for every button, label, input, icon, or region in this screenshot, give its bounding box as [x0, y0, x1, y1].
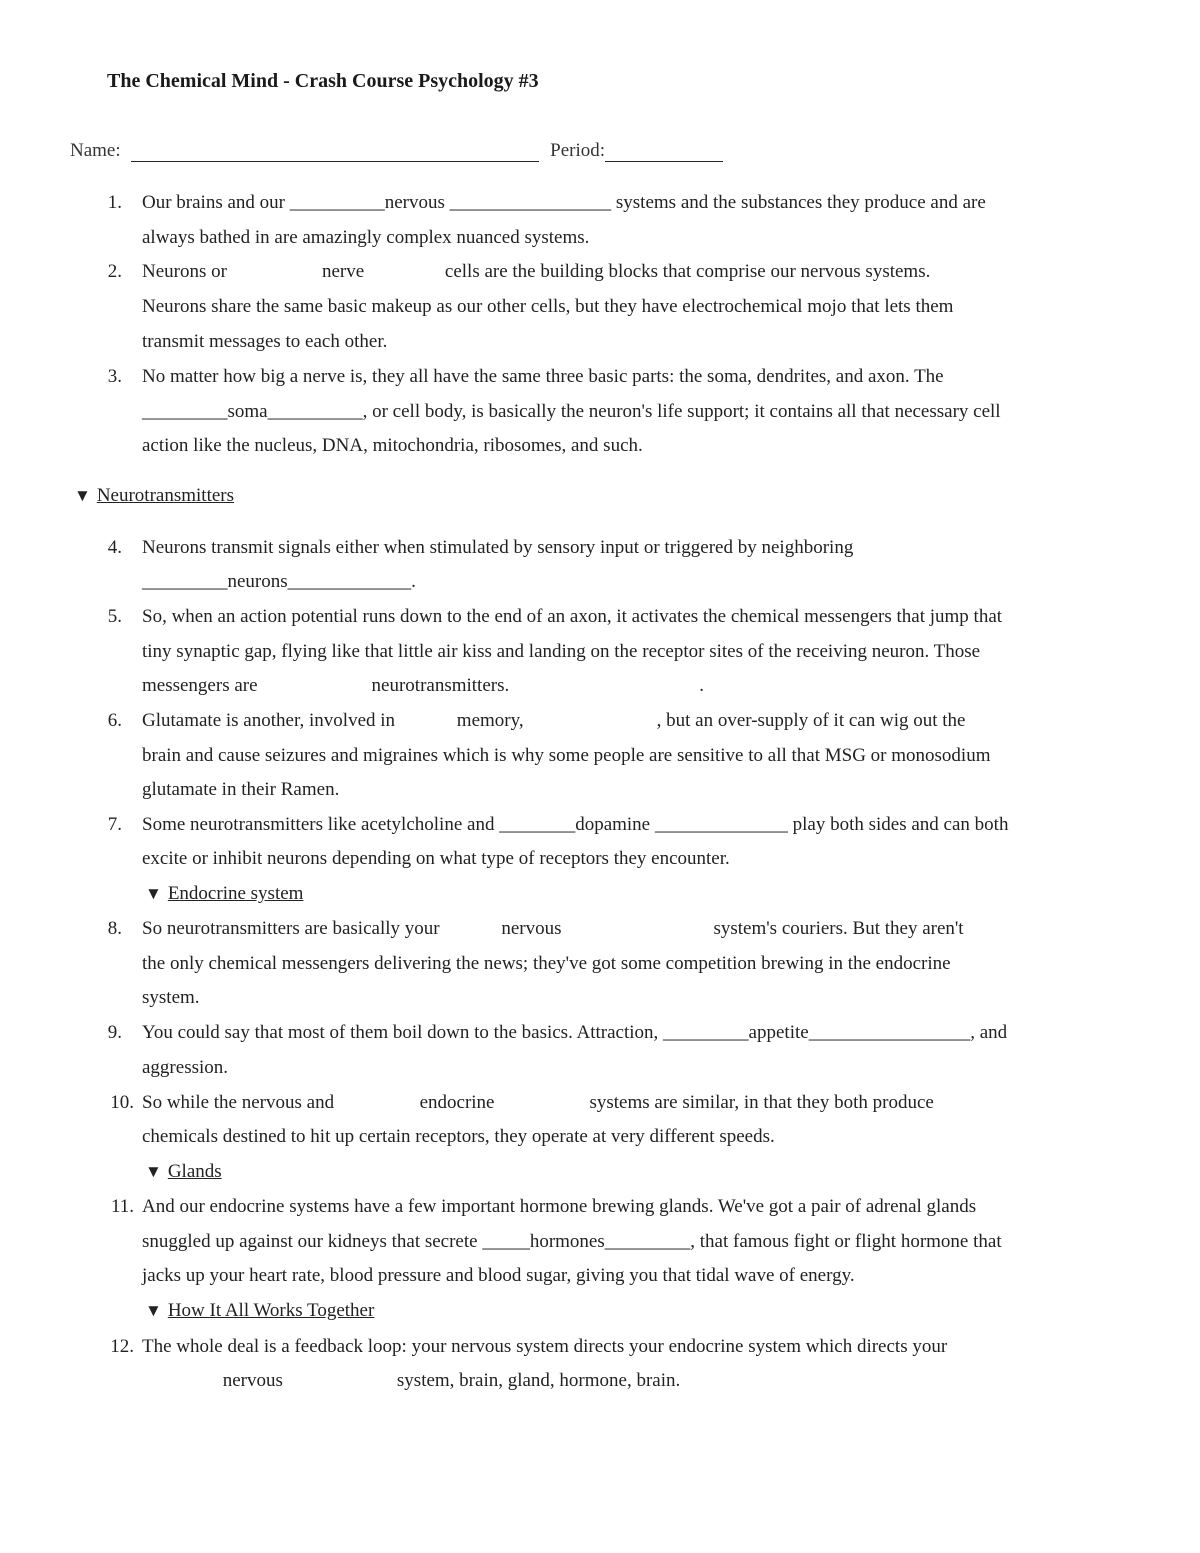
name-period-row: [70, 140, 723, 162]
name-label: Name:: [70, 140, 121, 161]
item-number: 2.: [107, 261, 122, 282]
item-line: So while the nervous and endocrine systems are similar, in that they both produce: [142, 1092, 934, 1113]
item-line: jacks up your heart rate, blood pressure and blood sugar, giving you that tidal wave of energy.: [142, 1265, 855, 1286]
item-line: the only chemical messengers delivering the news; they've got some competition brewing in the endocrine: [142, 953, 951, 974]
item-line: tiny synaptic gap, flying like that little air kiss and landing on the receptor sites of the receiving neuron. Those: [142, 641, 981, 662]
section-heading-how-it-all-works-together[interactable]: [145, 1300, 374, 1322]
item-line: The whole deal is a feedback loop: your nervous system directs your endocrine system which directs your: [142, 1336, 948, 1357]
section-heading-glands[interactable]: [145, 1161, 222, 1183]
item-line: glutamate in their Ramen.: [142, 779, 340, 800]
collapse-triangle-icon[interactable]: ▼: [145, 1301, 162, 1320]
item-line: And our endocrine systems have a few important hormone brewing glands. We've got a pair of adrenal glands: [142, 1196, 977, 1217]
name-field[interactable]: [131, 143, 539, 162]
item-number: 5.: [107, 606, 122, 627]
item-line: messengers are neurotransmitters. .: [142, 675, 704, 696]
item-line: Our brains and our __________nervous _________________ systems and the substances they produce and are: [142, 192, 986, 213]
heading-label: How It All Works Together: [167, 1300, 375, 1321]
item-line: No matter how big a nerve is, they all have the same three basic parts: the soma, dendrites, and axon. The: [142, 366, 944, 387]
collapse-triangle-icon[interactable]: ▼: [74, 486, 91, 505]
item-number: 4.: [107, 537, 122, 558]
page-title: The Chemical Mind - Crash Course Psychology #3: [107, 70, 539, 92]
item-line: aggression.: [142, 1057, 229, 1078]
item-line: Some neurotransmitters like acetylcholine and ________dopamine ______________ play both sides and can both: [142, 814, 1009, 835]
item-number: 9.: [107, 1022, 122, 1043]
item-line: chemicals destined to hit up certain receptors, they operate at very different speeds.: [142, 1126, 775, 1147]
heading-label: Glands: [167, 1161, 222, 1182]
item-line: snuggled up against our kidneys that secrete _____hormones_________, that famous fight or flight hormone that: [142, 1231, 1002, 1252]
section-heading-neurotransmitters[interactable]: [74, 485, 234, 507]
item-number: 8.: [107, 918, 122, 939]
item-number: 6.: [107, 710, 122, 731]
period-field[interactable]: [605, 143, 723, 162]
item-line: Glutamate is another, involved in memory, , but an over-supply of it can wig out the: [142, 710, 966, 731]
item-line: system.: [142, 987, 200, 1008]
item-number: 3.: [107, 366, 122, 387]
item-line: Neurons share the same basic makeup as our other cells, but they have electrochemical mojo that lets them: [142, 296, 954, 317]
section-heading-endocrine-system[interactable]: [145, 883, 303, 905]
item-line: nervous system, brain, gland, hormone, brain.: [142, 1370, 681, 1391]
heading-label: Endocrine system: [167, 883, 304, 904]
item-number: 11.: [110, 1196, 134, 1217]
item-line: _________soma__________, or cell body, is basically the neuron's life support; it contains all that necessary cell: [142, 401, 1001, 422]
heading-label: Neurotransmitters: [96, 485, 235, 506]
period-label: Period:: [550, 140, 606, 161]
item-line: always bathed in are amazingly complex nuanced systems.: [142, 227, 590, 248]
collapse-triangle-icon[interactable]: ▼: [145, 884, 162, 903]
collapse-triangle-icon[interactable]: ▼: [145, 1162, 162, 1181]
item-line: excite or inhibit neurons depending on what type of receptors they encounter.: [142, 848, 730, 869]
item-line: So neurotransmitters are basically your nervous system's couriers. But they aren't: [142, 918, 964, 939]
item-number: 7.: [107, 814, 122, 835]
item-line: Neurons or nerve cells are the building blocks that comprise our nervous systems.: [142, 261, 931, 282]
item-line: So, when an action potential runs down to the end of an axon, it activates the chemical messengers that jump that: [142, 606, 1003, 627]
item-number: 10.: [110, 1092, 134, 1113]
item-line: Neurons transmit signals either when stimulated by sensory input or triggered by neighboring: [142, 537, 854, 558]
item-number: 1.: [107, 192, 122, 213]
item-line: _________neurons_____________.: [142, 571, 416, 592]
item-line: You could say that most of them boil down to the basics. Attraction, _________appetite_________________, and: [142, 1022, 1008, 1043]
item-line: transmit messages to each other.: [142, 331, 388, 352]
item-number: 12.: [110, 1336, 134, 1357]
item-line: action like the nucleus, DNA, mitochondria, ribosomes, and such.: [142, 435, 643, 456]
item-line: brain and cause seizures and migraines which is why some people are sensitive to all that MSG or monosodium: [142, 745, 991, 766]
